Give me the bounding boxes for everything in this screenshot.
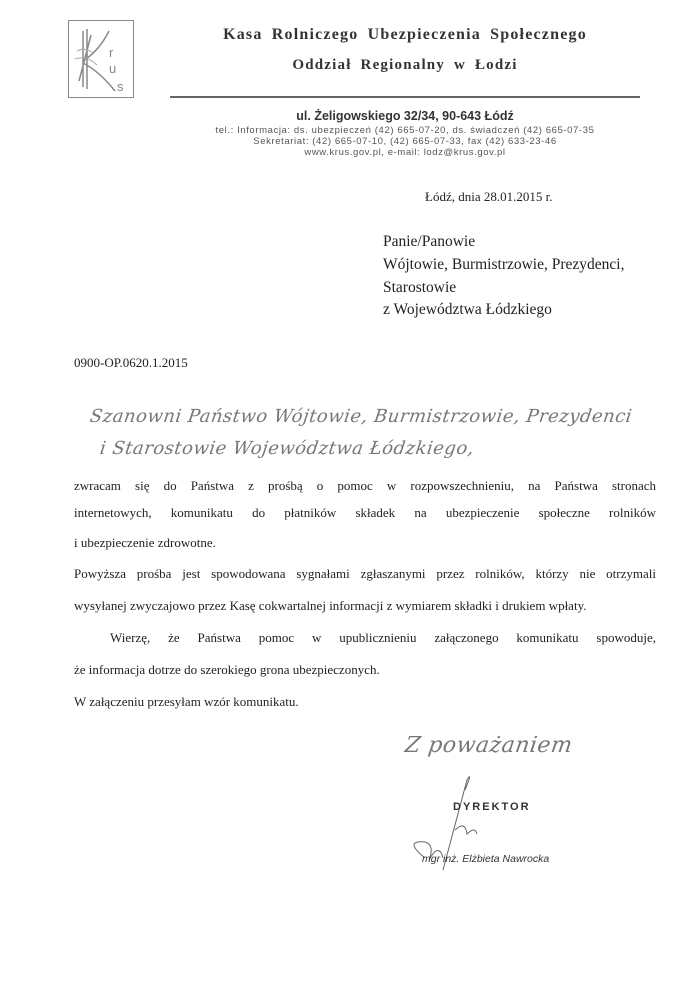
body-line: i ubezpieczenie zdrowotne. (74, 535, 216, 550)
svg-text:u: u (109, 61, 117, 76)
svg-text:s: s (117, 79, 124, 94)
body-line: Wierzę, że Państwa pomoc w upublicznieniu załączonego komunikatu spowoduje, (110, 630, 656, 645)
signatory-name: mgr inż. Elżbieta Nawrocka (422, 853, 550, 865)
institution-name: Kasa Rolniczego Ubezpieczenia Społecznego (223, 26, 587, 43)
body-line: W załączeniu przesyłam wzór komunikatu. (74, 694, 299, 709)
branch-name: Oddział Regionalny w Łodzi (292, 57, 518, 73)
addressee-line: Panie/Panowie (383, 233, 476, 250)
addressee-line: Starostowie (383, 279, 457, 296)
body-line: wysyłanej zwyczajowo przez Kasę cokwartalnej informacji z wymiarem składki i drukiem wpłaty. (74, 598, 587, 613)
body-line: internetowych, komunikatu do płatników składek na ubezpieczenie społeczne rolników (74, 505, 656, 520)
handwritten-closing: Z poważaniem (403, 733, 575, 758)
web-email-info: www.krus.gov.pl, e-mail: lodz@krus.gov.pl (304, 147, 506, 158)
header-divider (170, 96, 640, 98)
letter-date: Łódź, dnia 28.01.2015 r. (425, 189, 553, 204)
street-address: ul. Żeligowskiego 32/34, 90-643 Łódź (296, 109, 514, 123)
addressee-line: z Województwa Łódzkiego (383, 301, 552, 318)
secretariat-info: Sekretariat: (42) 665-07-10, (42) 665-07-33, fax (42) 633-23-46 (253, 136, 557, 147)
svg-text:r: r (109, 45, 114, 60)
body-line: Powyższa prośba jest spowodowana sygnałami zgłaszanymi przez rolników, którzy nie otrzymali (74, 566, 656, 581)
addressee-line: Wójtowie, Burmistrzowie, Prezydenci, (383, 256, 625, 273)
handwritten-salutation: Szanowni Państwo Wójtowie, Burmistrzowie, Prezydenci (88, 406, 634, 427)
reference-number: 0900-OP.0620.1.2015 (74, 355, 188, 370)
handwritten-salutation: i Starostowie Województwa Łódzkiego, (98, 438, 476, 459)
signatory-title: DYREKTOR (453, 801, 531, 813)
body-line: zwracam się do Państwa z prośbą o pomoc w rozpowszechnieniu, na Państwa stronach (74, 478, 656, 493)
krus-logo-icon (69, 21, 133, 97)
phone-info: tel.: Informacja: ds. ubezpieczeń (42) 665-07-20, ds. świadczeń (42) 665-07-35 (215, 125, 595, 136)
krus-logo (68, 20, 134, 98)
body-line: że informacja dotrze do szerokiego grona ubezpieczonych. (74, 662, 380, 677)
